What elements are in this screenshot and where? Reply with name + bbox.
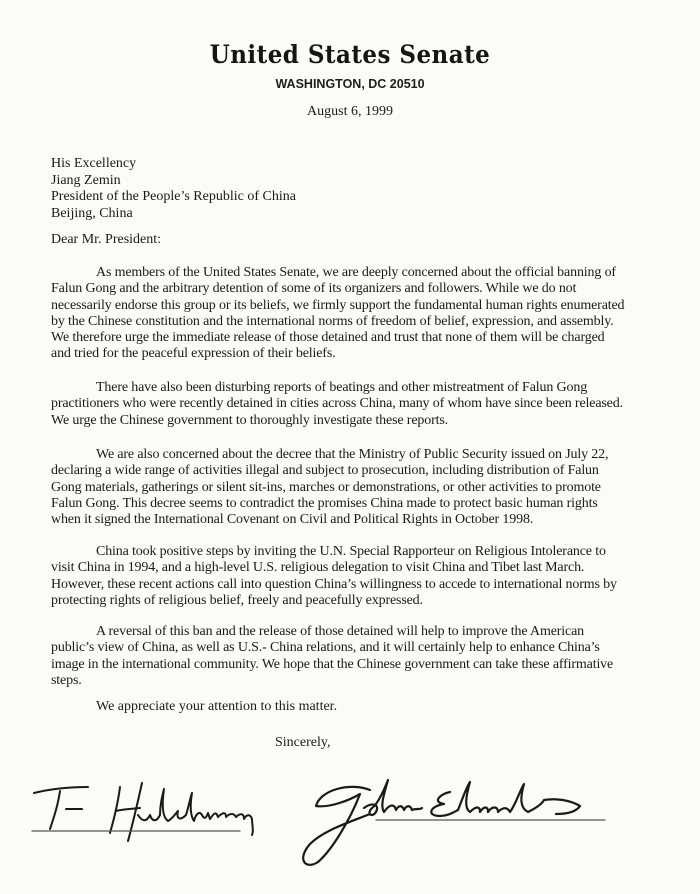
paragraph-line: China took positive steps by inviting the U.N. Special Rapporteur on Religious Intolerance to [96, 544, 606, 559]
signature-hutchinson [30, 775, 270, 850]
paragraph-line: However, these recent actions call into question China’s willingness to accede to international norms by [51, 576, 617, 592]
recipient-line: His Excellency [51, 156, 137, 171]
body-paragraph [51, 544, 691, 609]
sign-off: Sincerely, [275, 735, 331, 750]
recipient-line: Beijing, China [51, 205, 133, 221]
paragraph-line: steps. [51, 672, 82, 688]
body-paragraph [51, 624, 691, 689]
paragraph-line: public’s view of China, as well as U.S.- China relations, and it will certainly help to enhance China’s [51, 640, 600, 656]
body-paragraph [51, 265, 691, 363]
paragraph-line: by the Chinese constitution and the international norms of freedom of belief, expression, and assembly. [51, 313, 614, 329]
closing-line: We appreciate your attention to this matter. [96, 699, 338, 714]
paragraph-line: necessarily endorse this group or its beliefs, we firmly support the fundamental human rights enumerated [51, 297, 625, 313]
paragraph-line: practitioners who were recently detained in cities across China, many of whom have since been released. [51, 396, 623, 412]
paragraph-line: We therefore urge the immediate release of those detained and trust that none of them will be charged [51, 330, 605, 346]
body-paragraph [51, 447, 691, 528]
paragraph-line: declaring a wide range of activities illegal and subject to prosecution, including distribution of Falun [51, 463, 599, 479]
paragraph-line: A reversal of this ban and the release of those detained will help to improve the American [96, 624, 585, 639]
letterhead-title: United States Senate [209, 40, 491, 69]
signature-stroke [50, 791, 60, 829]
signature-edwards [280, 770, 640, 870]
recipient-line: President of the People’s Republic of China [51, 189, 296, 204]
paragraph-line: visit China in 1994, and a high-level U.S. religious delegation to visit China and Tibet last March. [51, 560, 585, 576]
paragraph-line: We are also concerned about the decree that the Ministry of Public Security issued on July 22, [96, 447, 609, 462]
paragraph-line: As members of the United States Senate, we are deeply concerned about the official banning of [96, 265, 616, 280]
signature-stroke [34, 787, 88, 793]
recipient-line: Jiang Zemin [51, 172, 121, 188]
signature-stroke [138, 789, 253, 835]
letter-date: August 6, 1999 [307, 104, 393, 119]
paragraph-line: Falun Gong. This decree seems to contradict the promises China made to protect basic human rights [51, 495, 598, 511]
signature-stroke [364, 780, 422, 815]
paragraph-line: There have also been disturbing reports of beatings and other mistreatment of Falun Gong [96, 380, 588, 395]
paragraph-line: We urge the Chinese government to thoroughly investigate these reports. [51, 412, 448, 428]
paragraph-line: protecting rights of religious belief, freely and peacefully expressed. [51, 592, 423, 608]
body-paragraph [51, 380, 691, 429]
salutation: Dear Mr. President: [51, 232, 162, 247]
signature-stroke [128, 783, 142, 841]
signature-stroke [431, 782, 580, 816]
signature-stroke [303, 787, 370, 865]
recipient-address [51, 156, 296, 222]
paragraph-line: and tried for the peaceful expression of their beliefs. [51, 346, 336, 362]
letterhead-address: WASHINGTON, DC 20510 [275, 77, 425, 91]
paragraph-line: Falun Gong and the arbitrary detention of some of its organizers and followers. While we do not [51, 281, 577, 297]
paragraph-line: image in the international community. We hope that the Chinese government can take these affirmative [51, 656, 614, 672]
paragraph-line: Gong materials, gatherings or silent sit-ins, marches or demonstrations, or other activities to promote [51, 479, 601, 495]
paragraph-line: when it signed the International Covenant on Civil and Political Rights in October 1998. [51, 512, 534, 528]
